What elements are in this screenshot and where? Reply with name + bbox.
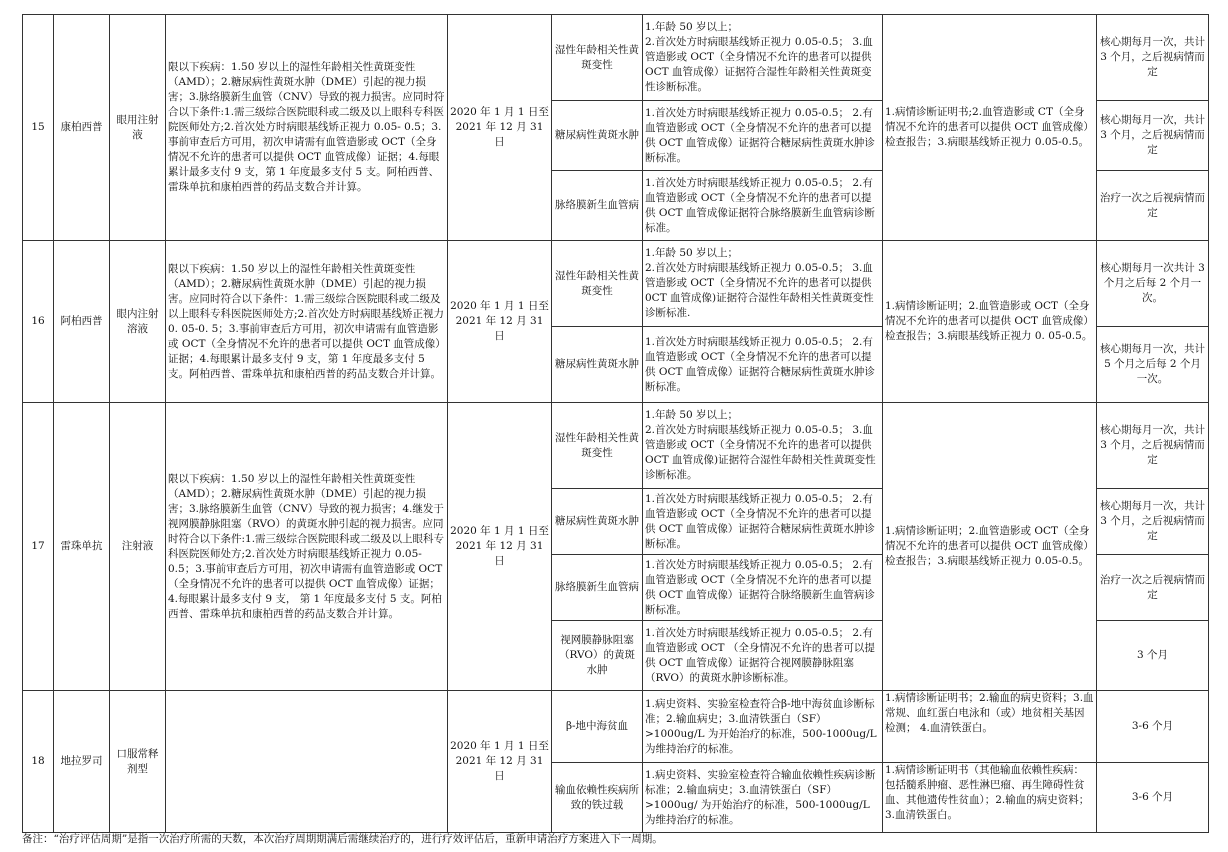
treatment-cycle: 3-6 个月 bbox=[1097, 691, 1209, 763]
treatment-cycle: 治疗一次之后视病情而定 bbox=[1097, 555, 1209, 621]
drug-indication-table bbox=[22, 14, 1209, 833]
drug-name: 康柏西普 bbox=[54, 15, 110, 241]
treatment-cycle: 核心期每月一次，共计 5 个月之后每 2 个月一次。 bbox=[1097, 327, 1209, 403]
treatment-cycle: 治疗一次之后视病情而定 bbox=[1097, 171, 1209, 241]
payment-condition: 限以下疾病：1.50 岁以上的湿性年龄相关性黄斑变性（AMD）；2.糖尿病性黄斑水肿（DME）引起的视力损害；3.脉络膜新生血管（CNV）导致的视力损害。应同时符合以下条件:1.需三级综合医院眼科或二级及以上眼科专科医院医师处方;2.首次处方时病眼基线矫正视力 0.05- 0.5；3.事前审查后方可用，初次申请需有血管造影或 OCT（全身情况不允许的患者可以提供 OCT 血管成像）证据；4.每眼累计最多支付 9 支，第 1 年度最多支付 5 支。阿柏西普、雷珠单抗和康柏西普的药品支数合并计算。 bbox=[166, 15, 448, 241]
indication-disease: 湿性年龄相关性黄斑变性 bbox=[552, 15, 643, 101]
footnote: 备注：“治疗评估周期”是指一次治疗所需的天数，本次治疗周期期满后需继续治疗的，进行疗效评估后，重新申请治疗方案进入下一周期。 bbox=[22, 833, 663, 845]
row-number: 17 bbox=[23, 403, 54, 691]
table-row bbox=[23, 15, 1209, 101]
validity-period: 2020 年 1 月 1 日至 2021 年 12 月 31 日 bbox=[448, 403, 552, 691]
payment-condition: 限以下疾病：1.50 岁以上的湿性年龄相关性黄斑变性（AMD）；2.糖尿病性黄斑水肿（DME）引起的视力损害。应同时符合以下条件：1.需三级综合医院眼科或二级及以上眼科专科医院医师处方;2.首次处方时病眼基线矫正视力 0. 05-0. 5；3.事前审查后方可用，初次申请需有血管造影或 OCT（全身情况不允许的患者可以提供 OCT 血管成像）证据；4.每眼累计最多支付 9 支，第 1 年度最多支付 5 支。阿柏西普、雷珠单抗和康柏西普的药品支数合并计算。 bbox=[166, 241, 448, 403]
treatment-cycle: 核心期每月一次，共计 3 个月，之后视病情而定 bbox=[1097, 489, 1209, 555]
indication-disease: 脉络膜新生血管病 bbox=[552, 171, 643, 241]
dosage-form: 眼用注射液 bbox=[110, 15, 166, 241]
drug-name: 阿柏西普 bbox=[54, 241, 110, 403]
diagnosis-standard: 1.首次处方时病眼基线矫正视力 0.05-0.5； 2.有血管造影或 OCT （全身情况不允许的患者可以提供 OCT 血管成像）证据符合视网膜静脉阻塞（RVO）的黄斑水肿诊断标准。 bbox=[643, 621, 883, 691]
validity-period: 2020 年 1 月 1 日至 2021 年 12 月 31 日 bbox=[448, 15, 552, 241]
validity-period: 2020 年 1 月 1 日至 2021 年 12 月 31 日 bbox=[448, 241, 552, 403]
indication-disease: 脉络膜新生血管病 bbox=[552, 555, 643, 621]
diagnosis-standard: 1.首次处方时病眼基线矫正视力 0.05-0.5； 2.有血管造影或 OCT（全身情况不允许的患者可以提供 OCT 血管成像）证据符合脉络膜新生血管病诊断标准。 bbox=[643, 555, 883, 621]
treatment-cycle: 3-6 个月 bbox=[1097, 763, 1209, 833]
drug-name: 雷珠单抗 bbox=[54, 403, 110, 691]
diagnosis-standard: 1.首次处方时病眼基线矫正视力 0.05-0.5； 2.有血管造影或 OCT（全身情况不允许的患者可以提供 OCT 血管成像证据符合脉络膜新生血管病诊断标准。 bbox=[643, 171, 883, 241]
indication-disease: 视网膜静脉阻塞（RVO）的黄斑水肿 bbox=[552, 621, 643, 691]
required-documents: 1.病情诊断证明书（其他输血依赖性疾病：包括髓系肿瘤、恶性淋巴瘤、再生障碍性贫血、其他遗传性贫血）；2.输血的病史资料；3.血清铁蛋白。 bbox=[883, 763, 1097, 833]
dosage-form: 注射液 bbox=[110, 403, 166, 691]
diagnosis-standard: 1.首次处方时病眼基线矫正视力 0.05-0.5； 2.有血管造影或 OCT（全身情况不允许的患者可以提供 OCT 血管成像）证据符合糖尿病性黄斑水肿诊断标准。 bbox=[643, 101, 883, 171]
indication-disease: 糖尿病性黄斑水肿 bbox=[552, 489, 643, 555]
row-number: 18 bbox=[23, 691, 54, 833]
required-documents: 1.病情诊断证明书；2.输血的病史资料；3.血常规、血红蛋白电泳和（或）地贫相关基因检测； 4.血清铁蛋白。 bbox=[883, 691, 1097, 763]
treatment-cycle: 3 个月 bbox=[1097, 621, 1209, 691]
indication-disease: β-地中海贫血 bbox=[552, 691, 643, 763]
table-row bbox=[23, 691, 1209, 763]
table-row bbox=[23, 403, 1209, 489]
drug-name: 地拉罗司 bbox=[54, 691, 110, 833]
required-documents: 1.病情诊断证明；2.血管造影或 OCT（全身情况不允许的患者可以提供 OCT 血管成像）检查报告；3.病眼基线矫正视力 0.05-0.5。 bbox=[883, 403, 1097, 691]
dosage-form: 口服常释剂型 bbox=[110, 691, 166, 833]
row-number: 15 bbox=[23, 15, 54, 241]
diagnosis-standard: 1.年龄 50 岁以上； 2.首次处方时病眼基线矫正视力 0.05-0.5； 3.血管造影或 OCT（全身情况不允许的患者可以提供 0CT 血管成像)证据符合湿性年龄相关性黄斑变性诊断标准. bbox=[643, 241, 883, 327]
diagnosis-standard: 1.病史资料、实验室检查符合输血依赖性疾病诊断标准；2.输血病史；3.血清铁蛋白（SF） >1000ug/ 为开始治疗的标准，500-1000ug/L 为维持治疗的标准。 bbox=[643, 763, 883, 833]
indication-disease: 糖尿病性黄斑水肿 bbox=[552, 101, 643, 171]
indication-disease: 湿性年龄相关性黄斑变性 bbox=[552, 403, 643, 489]
indication-disease: 输血依赖性疾病所致的铁过载 bbox=[552, 763, 643, 833]
diagnosis-standard: 1.病史资料、实验室检查符合β-地中海贫血诊断标准；2.输血病史；3.血清铁蛋白（SF） >1000ug/L 为开始治疗的标准，500-1000ug/L 为维持治疗的标准。 bbox=[643, 691, 883, 763]
row-number: 16 bbox=[23, 241, 54, 403]
required-documents: 1.病情诊断证明；2.血管造影或 OCT（全身情况不允许的患者可以提供 OCT 血管成像）检查报告；3.病眼基线矫正视力 0. 05-0.5。 bbox=[883, 241, 1097, 403]
required-documents: 1.病情诊断证明书;2.血管造影或 CT（全身情况不允许的患者可以提供 OCT 血管成像）检查报告；3.病眼基线矫正视力 0.05-0.5。 bbox=[883, 15, 1097, 241]
treatment-cycle: 核心期每月一次，共计 3 个月，之后视病情而定 bbox=[1097, 403, 1209, 489]
table-row bbox=[23, 241, 1209, 327]
indication-disease: 湿性年龄相关性黄斑变性 bbox=[552, 241, 643, 327]
payment-condition bbox=[166, 691, 448, 833]
treatment-cycle: 核心期每月一次，共计 3 个月，之后视病情而定 bbox=[1097, 15, 1209, 101]
treatment-cycle: 核心期每月一次，共计 3 个月，之后视病情而定 bbox=[1097, 101, 1209, 171]
payment-condition: 限以下疾病：1.50 岁以上的湿性年龄相关性黄斑变性（AMD）；2.糖尿病性黄斑水肿（DME）引起的视力损害；3.脉络膜新生血管（CNV）导致的视力损害；4.继发于视网膜静脉阻塞（RVO）的黄斑水肿引起的视力损害。应同时符合以下条件:1.需三级综合医院眼科或二级及以上眼科专科医院医师处方;2.首次处方时病眼基线矫正视力 0.05-0.5；3.事前审查后方可用，初次申请需有血管造影或 OCT（全身情况不允许的患者可以提供 OCT 血管成像）证据；4.每眼累计最多支付 9 支， 第 1 年度最多支付 5 支。阿柏西普、雷珠单抗和康柏西普的药品支数合并计算。 bbox=[166, 403, 448, 691]
validity-period: 2020 年 1 月 1 日至 2021 年 12 月 31 日 bbox=[448, 691, 552, 833]
diagnosis-standard: 1.年龄 50 岁以上； 2.首次处方时病眼基线矫正视力 0.05-0.5； 3.血管造影或 OCT（全身情况不允许的患者可以提供 OCT 血管成像）证据符合湿性年龄相关性黄斑变性诊断标准。 bbox=[643, 15, 883, 101]
diagnosis-standard: 1.首次处方时病眼基线矫正视力 0.05-0.5； 2.有血管造影或 OCT（全身情况不允许的患者可以提供 OCT 血管成像）证据符合糖尿病性黄斑水肿诊断标准。 bbox=[643, 327, 883, 403]
dosage-form: 眼内注射溶液 bbox=[110, 241, 166, 403]
indication-disease: 糖尿病性黄斑水肿 bbox=[552, 327, 643, 403]
treatment-cycle: 核心期每月一次共计 3 个月之后每 2 个月一次。 bbox=[1097, 241, 1209, 327]
diagnosis-standard: 1.首次处方时病眼基线矫正视力 0.05-0.5； 2.有血管造影或 OCT（全身情况不允许的患者可以提供 OCT 血管成像）证据符合糖尿病性黄斑水肿诊断标准。 bbox=[643, 489, 883, 555]
diagnosis-standard: 1.年龄 50 岁以上； 2.首次处方时病眼基线矫正视力 0.05-0.5； 3.血管造影或 OCT（全身情况不允许的患者可以提供 OCT 血管成像)证据符合湿性年龄相关性黄斑变性诊断标准。 bbox=[643, 403, 883, 489]
